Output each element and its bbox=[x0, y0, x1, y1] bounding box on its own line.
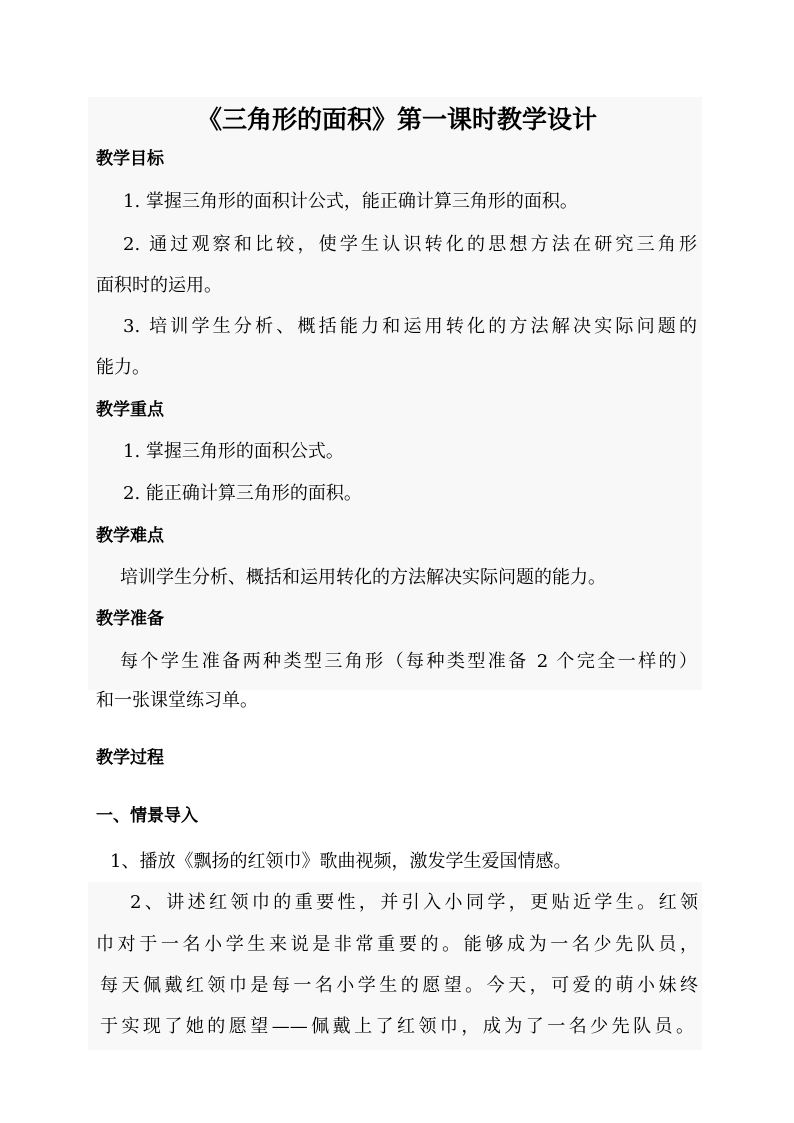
process-heading: 教学过程 bbox=[96, 748, 164, 768]
process-step-2-line-3: 每天佩戴红领巾是每一名小学生的愿望。今天，可爱的萌小妹终 bbox=[100, 975, 698, 996]
difficulties-heading: 教学难点 bbox=[96, 526, 164, 546]
difficulties-text: 培训学生分析、概括和运用转化的方法解决实际问题的能力。 bbox=[120, 567, 606, 588]
document-title: 《三角形的面积》第一课时教学设计 bbox=[196, 105, 597, 134]
objective-item-2-line-2: 面积时的运用。 bbox=[96, 275, 222, 296]
objectives-heading: 教学目标 bbox=[96, 149, 164, 169]
preparation-line-2: 和一张课堂练习单。 bbox=[96, 690, 258, 711]
process-step-2-line-2: 巾对于一名小学生来说是非常重要的。能够成为一名少先队员， bbox=[96, 934, 698, 955]
process-step-2-line-4: 于实现了她的愿望——佩戴上了红领巾，成为了一名少先队员。 bbox=[100, 1016, 694, 1037]
objective-item-2-line-1: 2. 通过观察和比较，使学生认识转化的思想方法在研究三角形 bbox=[123, 234, 697, 255]
preparation-heading: 教学准备 bbox=[96, 609, 164, 629]
key-point-item-2: 2. 能正确计算三角形的面积。 bbox=[123, 483, 362, 504]
shaded-region-top bbox=[88, 97, 702, 690]
process-step-1: 1、播放《飘扬的红领巾》歌曲视频，激发学生爱国情感。 bbox=[110, 851, 572, 872]
process-step-2-line-1: 2、讲述红领巾的重要性，并引入小同学，更贴近学生。红领 bbox=[130, 892, 698, 913]
objective-item-1: 1. 掌握三角形的面积计公式，能正确计算三角形的面积。 bbox=[123, 191, 578, 212]
preparation-line-1: 每个学生准备两种类型三角形（每种类型准备 2 个完全一样的） bbox=[120, 651, 697, 672]
key-points-heading: 教学重点 bbox=[96, 400, 164, 420]
objective-item-3-line-1: 3. 培训学生分析、概括能力和运用转化的方法解决实际问题的 bbox=[123, 316, 697, 337]
section-1-heading: 一、情景导入 bbox=[96, 806, 198, 826]
key-point-item-1: 1. 掌握三角形的面积公式。 bbox=[123, 441, 344, 462]
objective-item-3-line-2: 能力。 bbox=[96, 357, 150, 378]
